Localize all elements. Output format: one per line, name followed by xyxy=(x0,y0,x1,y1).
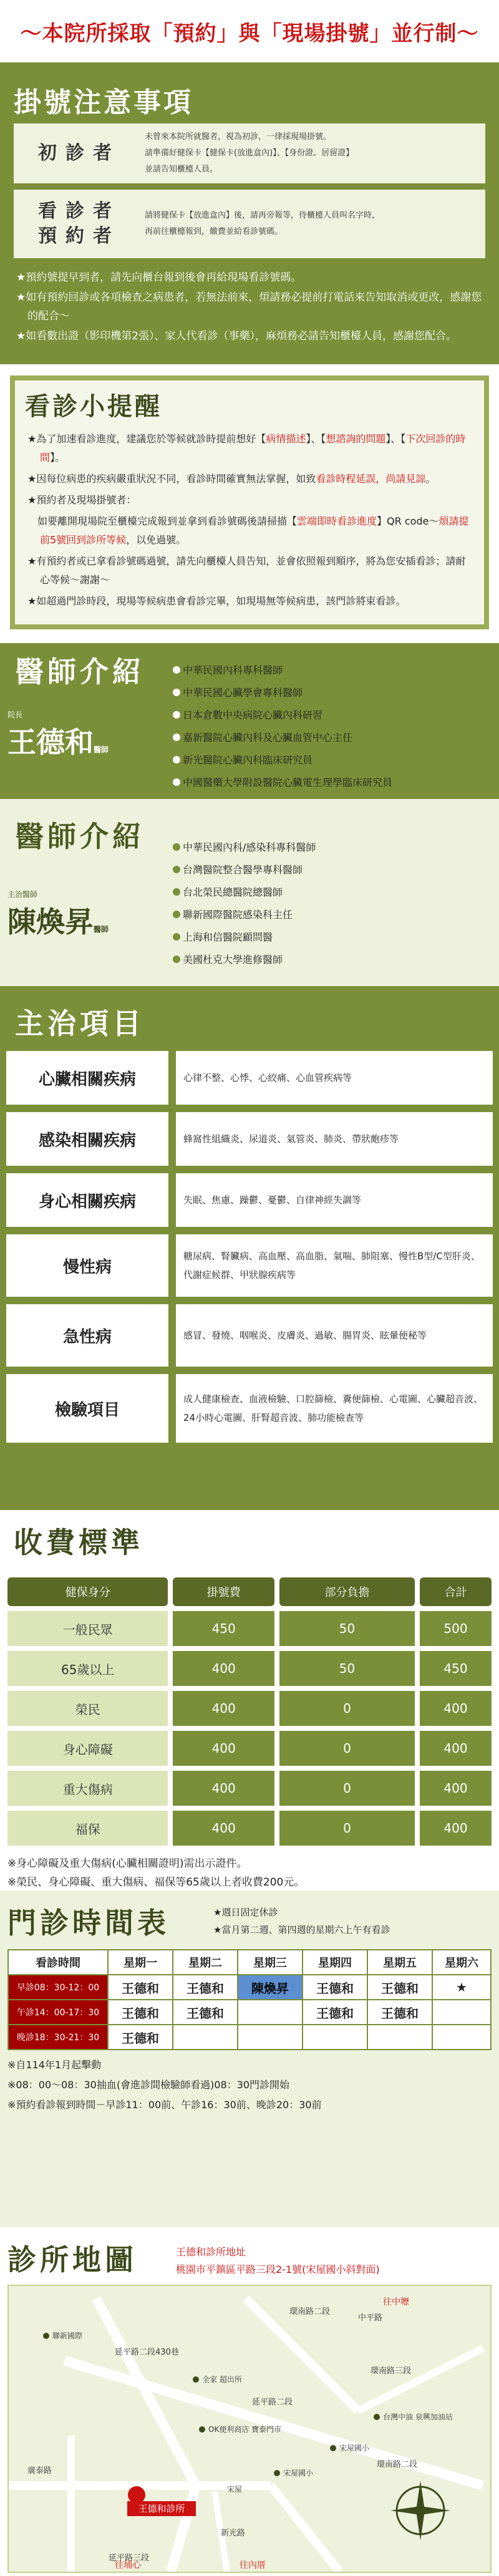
direction-label: 往埔心 xyxy=(115,2560,141,2570)
schedule-row xyxy=(8,2025,491,2050)
doctor-1-credentials xyxy=(173,659,493,794)
bullet-dot xyxy=(173,866,180,873)
reminder-item-2: ★因每位病患的疾病嚴重狀況不同，看診時間確實無法掌握，如致看診時程延誤，尚請見諒。 xyxy=(27,473,436,485)
fee-note-2: ※榮民、身心障礙、重大傷病、福保等65歲以上者收費200元。 xyxy=(7,1876,305,1889)
doctor-1-cred-6: 中國醫藥大學附設醫院心臟電生理學臨床研究員 xyxy=(173,772,493,794)
schedule-cell xyxy=(238,2025,303,2050)
schedule-cell: 王德和 xyxy=(367,1975,432,2000)
doctor-2-title: 醫師介紹 xyxy=(15,820,145,853)
fee-row xyxy=(7,1731,492,1766)
doctor-1-name-col xyxy=(7,659,173,794)
notice-bullet-1: ★預約號提早到者，請先向櫃台報到後會再給現場看診號碼。 xyxy=(16,271,302,284)
fee-title: 收費標準 xyxy=(14,1526,143,1559)
schedule-legend-1: ★週日固定休診 xyxy=(213,1907,278,1918)
landmark-label: 宋屋國小 xyxy=(339,2444,370,2453)
fee-cell: 重大傷病 xyxy=(7,1771,168,1806)
schedule-cell: 王德和 xyxy=(367,2000,432,2025)
fee-cell: 400 xyxy=(173,1651,274,1686)
schedule-cell: 王德和 xyxy=(303,1975,367,2000)
doctor-2-credentials xyxy=(173,836,493,971)
doctor-2-section xyxy=(0,799,499,986)
notice-bullet-3: ★如看數出證（影印機第2張）、家人代看診（事藥），麻煩務必請告知櫃檯人員，感謝您配合。 xyxy=(16,330,457,342)
schedule-cell: 王德和 xyxy=(108,2025,173,2050)
treatment-row xyxy=(6,1173,493,1227)
fee-cell: 福保 xyxy=(7,1811,168,1846)
landmark-dot xyxy=(199,2426,205,2433)
reminder-section xyxy=(0,364,499,643)
reminder-item-5: ★有預約者或已拿看診號碼過號，請先向櫃檯人員告知，並會依照報到順序，將為您安插看診；請耐心等候～謝謝～ xyxy=(27,555,466,586)
fee-header: 健保身分 xyxy=(7,1577,168,1606)
notice-bullets xyxy=(14,264,485,351)
schedule-note-2: ※08：00～08：30抽血(會進診間檢驗師看過)08：30門診開始 xyxy=(7,2079,290,2091)
fee-cell: 50 xyxy=(279,1651,415,1686)
top-banner xyxy=(0,0,499,69)
doctor-2-cred-6: 美國杜克大學進修醫師 xyxy=(173,949,493,971)
schedule-header: 星期六 xyxy=(432,1950,491,1975)
banner-text: ～本院所採取「預約」與「現場掛號」並行制～ xyxy=(20,21,479,46)
doctor-1-name: 王德和醫師 xyxy=(7,725,109,759)
schedule-cell xyxy=(238,2000,303,2025)
treatment-title: 主治項目 xyxy=(15,1007,145,1040)
treatment-description: 心律不整、心悸、心絞痛、心血管疾病等 xyxy=(176,1051,493,1105)
schedule-row xyxy=(8,1975,491,2000)
road-label: 延平路二段 xyxy=(252,2398,293,2407)
fee-note-1: ※身心障礙及重大傷病(心臟相關證明)需出示證件。 xyxy=(7,1857,248,1870)
landmark-dot xyxy=(274,2470,280,2476)
doctor-2-name: 陳煥昇醫師 xyxy=(7,905,109,939)
schedule-cell: 王德和 xyxy=(173,1975,238,2000)
fee-cell: 400 xyxy=(173,1771,274,1806)
first-visit-label: 初診者 xyxy=(38,142,120,164)
schedule-cell xyxy=(432,2025,491,2050)
treatment-row xyxy=(6,1112,493,1166)
fee-row xyxy=(7,1611,492,1646)
schedule-header: 星期一 xyxy=(108,1950,173,1975)
fee-cell: 400 xyxy=(420,1771,492,1806)
schedule-section xyxy=(0,1891,499,2227)
bullet-dot xyxy=(173,843,180,851)
road-label: 中平路 xyxy=(358,2313,383,2323)
treatment-category: 檢驗項目 xyxy=(6,1374,168,1443)
direction-label: 往中壢 xyxy=(383,2297,409,2307)
doctor-1-section xyxy=(0,643,499,799)
landmark-label: 全家 超出所 xyxy=(202,2375,242,2384)
schedule-notes xyxy=(7,2050,492,2115)
fee-cell: 50 xyxy=(279,1611,415,1646)
fee-cell: 0 xyxy=(279,1811,415,1846)
road-label: 延平路三段 xyxy=(109,2554,150,2563)
first-visit-text xyxy=(145,129,485,178)
doctor-1-cred-3: 日本倉數中央病院心臟內科研習 xyxy=(173,704,493,727)
fee-header: 掛號費 xyxy=(173,1577,274,1606)
doctor-2-cred-3: 台北榮民總醫院總醫師 xyxy=(173,881,493,904)
fee-cell: 一般民眾 xyxy=(7,1611,168,1646)
first-visit-line-3: 並請告知櫃檯人員。 xyxy=(145,165,218,174)
fee-row xyxy=(7,1651,492,1686)
fee-table xyxy=(2,1572,497,1851)
registration-notice-title: 掛號注意事項 xyxy=(14,87,193,119)
reminder-item-1: ★為了加速看診進度，建議您於等候就診時提前想好【病情描述】、【想諮詢的問題】、【下次回診的時間】。 xyxy=(27,433,466,463)
doctor-2-body xyxy=(0,836,499,982)
fee-cell: 0 xyxy=(279,1731,415,1766)
bullet-dot xyxy=(173,933,180,941)
fee-notes xyxy=(7,1851,492,1892)
schedule-header: 星期二 xyxy=(173,1950,238,1975)
fee-row xyxy=(7,1771,492,1806)
return-visit-line-1: 請將健保卡【放進盒內】後，請再旁報等，待櫃檯人員叫名字時， xyxy=(145,211,380,220)
return-visit-line-2: 再前往櫃檯報到，繳費並給看診號碼。 xyxy=(145,227,283,236)
doctor-2-cred-5: 上海和信醫院顧問醫 xyxy=(173,926,493,949)
schedule-slot: 午診14：00-17：30 xyxy=(8,2000,108,2025)
landmark-label: OK便利商店 寶泰門市 xyxy=(208,2425,282,2434)
registration-notice-section xyxy=(0,69,499,364)
doctor-1-cred-5: 新光醫院心臟內科臨床研究員 xyxy=(173,749,493,772)
treatment-category: 慢性病 xyxy=(6,1234,168,1297)
schedule-cell: 陳煥昇 xyxy=(238,1975,303,2000)
schedule-table xyxy=(7,1949,492,2050)
fee-cell: 400 xyxy=(420,1811,492,1846)
schedule-header: 星期三 xyxy=(238,1950,303,1975)
bullet-dot xyxy=(173,888,180,896)
schedule-cell: 王德和 xyxy=(108,1975,173,2000)
first-visit-line-2: 請準備好健保卡【健保卡(放進盒內)】、【身份證、居留證】 xyxy=(145,148,354,158)
treatment-description: 蜂窩性組織炎、尿道炎、氣管炎、肺炎、帶狀皰疹等 xyxy=(176,1112,493,1166)
map-svg xyxy=(9,2286,490,2572)
fee-cell: 400 xyxy=(420,1731,492,1766)
road-label: 環南路二段 xyxy=(377,2460,418,2469)
reminder-title: 看診小提醒 xyxy=(25,392,162,421)
treatment-category: 身心相關疾病 xyxy=(6,1173,168,1227)
schedule-header-row xyxy=(8,1950,491,1975)
doctor-1-role: 院長 xyxy=(7,710,23,719)
map-section xyxy=(0,2227,499,2573)
doctor-1-cred-2: 中華民國心臟學會專科醫師 xyxy=(173,682,493,704)
schedule-row xyxy=(8,2000,491,2025)
fee-cell: 榮民 xyxy=(7,1691,168,1726)
map-area xyxy=(7,2285,492,2573)
schedule-header xyxy=(7,1901,492,1942)
reminder-item-3: ★預約者及現場掛號者： xyxy=(27,494,137,506)
fee-cell: 450 xyxy=(173,1611,274,1646)
fee-row xyxy=(7,1811,492,1846)
doctor-2-cred-1: 中華民國內科/感染科專科醫師 xyxy=(173,836,493,859)
treatment-row xyxy=(6,1304,493,1367)
doctor-2-role: 主治醫師 xyxy=(7,890,38,899)
clinic-label: 王德和診所 xyxy=(138,2503,185,2514)
schedule-cell xyxy=(367,2025,432,2050)
treatment-row xyxy=(6,1051,493,1105)
treatment-description: 成人健康檢查、血液檢驗、口腔篩檢、糞便篩檢、心電圖、心臟超音波、24小時心電圖、肝腎超音波、肺功能檢查等 xyxy=(176,1374,493,1443)
schedule-slot: 晚診18：30-21：30 xyxy=(8,2025,108,2050)
reminder-list xyxy=(15,426,484,624)
fee-cell: 400 xyxy=(173,1731,274,1766)
schedule-cell: 王德和 xyxy=(303,2000,367,2025)
fee-header: 合計 xyxy=(420,1577,492,1606)
fee-section xyxy=(0,1510,499,1891)
reminder-item-4: 如要離開現場院至櫃檯完成報到並拿到看診號碼後請掃描【雲端即時看診進度】QR code～煩請提前5號回到診所等候，以免過號。 xyxy=(27,515,469,546)
bullet-dot xyxy=(173,911,180,918)
fee-cell: 500 xyxy=(420,1611,492,1646)
schedule-note-1: ※自114年1月起擊動 xyxy=(7,2059,102,2071)
treatment-description: 糖尿病、腎臟病、高血壓、高血脂、氣喘、肺阻塞、慢性B型/C型肝炎、代謝症候群、甲狀腺疾病等 xyxy=(176,1234,493,1297)
doctor-2-name-col xyxy=(7,836,173,971)
treatment-category: 急性病 xyxy=(6,1304,168,1367)
clinic-address-line: 桃園市平鎮區平路三段2-1號(宋屋國小斜對面) xyxy=(176,2264,380,2275)
treatment-row xyxy=(6,1234,493,1297)
schedule-cell xyxy=(173,2025,238,2050)
bullet-dot xyxy=(173,734,180,741)
fee-cell: 400 xyxy=(173,1691,274,1726)
bullet-dot xyxy=(173,666,180,674)
treatment-category: 心臟相關疾病 xyxy=(6,1051,168,1105)
clinic-marker-icon xyxy=(128,2486,145,2504)
schedule-cell: 王德和 xyxy=(173,2000,238,2025)
return-visit-row xyxy=(14,190,485,258)
road-label: 延平路二段430巷 xyxy=(115,2348,179,2357)
fee-cell: 0 xyxy=(279,1771,415,1806)
fee-cell: 65歲以上 xyxy=(7,1651,168,1686)
notice-wrap xyxy=(0,123,499,364)
landmark-dot xyxy=(193,2376,199,2383)
doctor-1-cred-4: 嘉新醫院心臟內科及心臟血管中心主任 xyxy=(173,727,493,749)
treatment-category: 感染相關疾病 xyxy=(6,1112,168,1166)
return-visit-text xyxy=(145,208,485,240)
map-title: 診所地圖 xyxy=(7,2243,137,2277)
schedule-cell: 王德和 xyxy=(108,2000,173,2025)
landmark-dot xyxy=(374,2414,380,2420)
treatment-section xyxy=(0,986,499,1510)
fee-cell: 身心障礙 xyxy=(7,1731,168,1766)
bullet-dot xyxy=(173,778,180,786)
treatment-row xyxy=(6,1374,493,1443)
treatment-description: 感冒、發燒、咽喉炎、皮膚炎、過敏、腸胃炎、眩暈便秘等 xyxy=(176,1304,493,1367)
schedule-legend-2: ★當月第二週、第四週的星期六上午有看診 xyxy=(213,1924,390,1935)
schedule-title: 門診時間表 xyxy=(7,1906,170,1940)
bullet-dot xyxy=(173,956,180,963)
fee-header: 部分負擔 xyxy=(279,1577,415,1606)
fee-cell: 400 xyxy=(420,1691,492,1726)
doctor-2-cred-4: 聯新國際醫院感染科主任 xyxy=(173,904,493,926)
landmark-dot xyxy=(330,2445,336,2451)
landmark-dot xyxy=(43,2333,49,2339)
landmark-label: 聯新國際 xyxy=(52,2331,83,2340)
fee-cell: 0 xyxy=(279,1691,415,1726)
landmark-label: 宋屋國小 xyxy=(283,2469,314,2477)
landmark-label: 台灣中油 泉興加油站 xyxy=(383,2413,453,2421)
schedule-header: 看診時間 xyxy=(8,1950,108,1975)
clinic-address-title: 王德和診所地址 xyxy=(176,2246,246,2258)
landmark-label: 宋屋 xyxy=(227,2485,243,2494)
fee-row xyxy=(7,1691,492,1726)
doctor-1-title: 醫師介紹 xyxy=(15,655,145,689)
map-header xyxy=(7,2237,492,2278)
schedule-slot: 早診08：30-12：00 xyxy=(8,1975,108,2000)
schedule-header: 星期五 xyxy=(367,1950,432,1975)
schedule-cell xyxy=(303,2025,367,2050)
fee-cell: 450 xyxy=(420,1651,492,1686)
schedule-cell xyxy=(432,2000,491,2025)
schedule-legend xyxy=(213,1904,390,1939)
clinic-address xyxy=(176,2237,380,2278)
treatment-description: 失眠、焦慮、躁鬱、憂鬱、自律神經失調等 xyxy=(176,1173,493,1227)
fee-header-row xyxy=(7,1577,492,1606)
bullet-dot xyxy=(173,689,180,696)
bullet-dot xyxy=(173,711,180,719)
direction-label: 往內厝 xyxy=(240,2560,266,2570)
road-label: 環南路二段 xyxy=(289,2307,331,2317)
schedule-note-3: ※預約看診報到時間－早診11：00前、午診16：30前、晚診20：30前 xyxy=(7,2099,322,2111)
first-visit-row xyxy=(14,123,485,183)
reminder-box xyxy=(10,375,489,629)
doctor-2-cred-2: 台灣醫院整合醫學專科醫師 xyxy=(173,859,493,881)
doctor-1-body xyxy=(0,659,499,805)
road-label: 廣泰路 xyxy=(27,2466,52,2476)
road-label: 新光路 xyxy=(221,2529,246,2538)
doctor-1-cred-1: 中華民國內科專科醫師 xyxy=(173,659,493,682)
schedule-cell: ★ xyxy=(432,1975,491,2000)
first-visit-line-1: 未曾來本院所就醫者，視為初診，一律採現場掛號。 xyxy=(145,132,332,142)
bullet-dot xyxy=(173,756,180,763)
notice-bullet-2: ★如有預約回診或各項檢查之病患者，若無法前來，煩請務必提前打電話來告知取消或更改，感謝您的配合～ xyxy=(16,291,482,322)
fee-cell: 400 xyxy=(173,1811,274,1846)
schedule-header: 星期四 xyxy=(303,1950,367,1975)
return-visit-label: 看診者 預約者 xyxy=(38,200,120,247)
reminder-item-6: ★如超過門診時段，現場等候病患會看診完畢，如現場無等候病患，該門診將束看診。 xyxy=(27,595,406,607)
road-label: 環南路三段 xyxy=(371,2366,412,2376)
